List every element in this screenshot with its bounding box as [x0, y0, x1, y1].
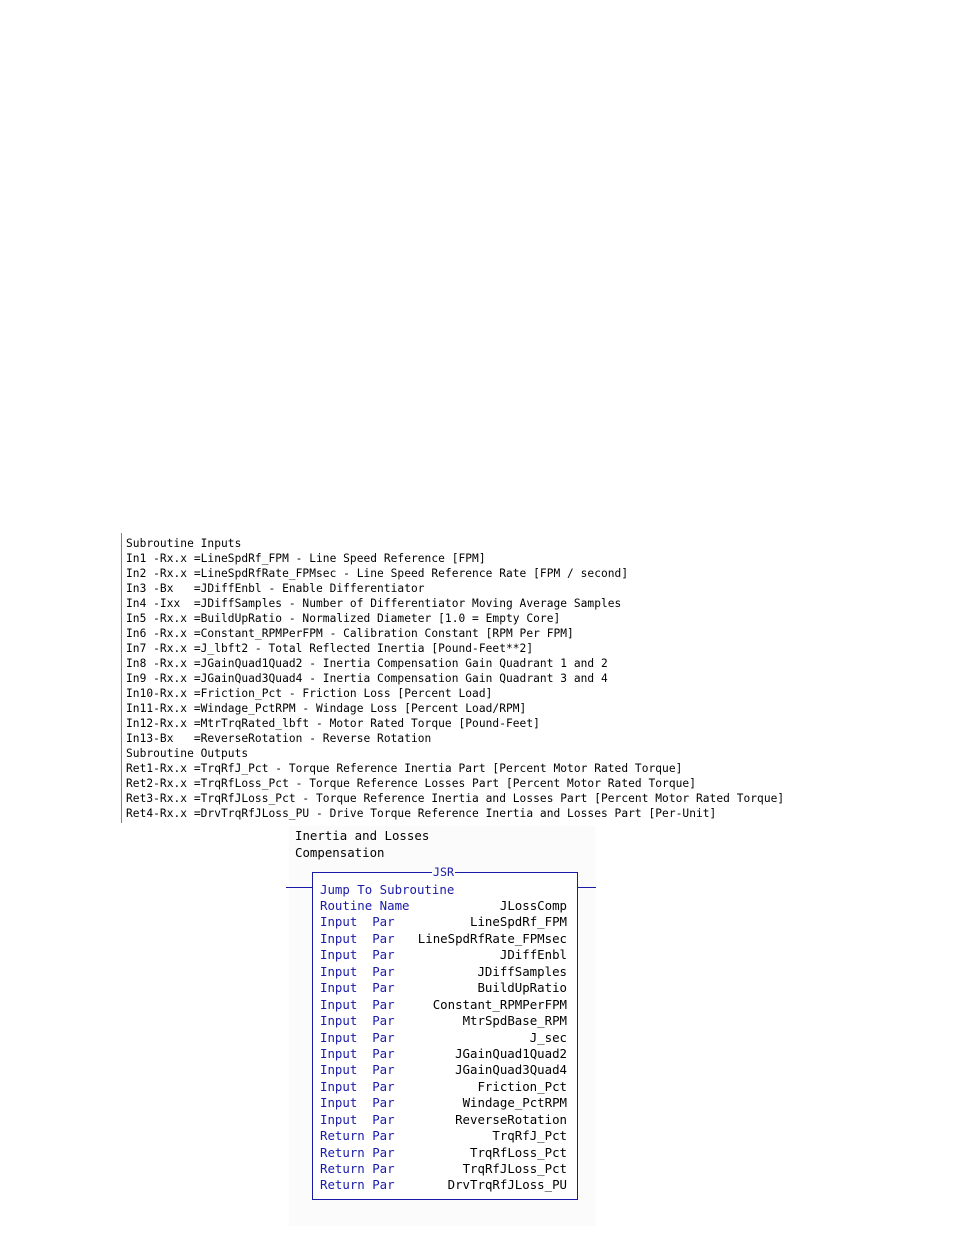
jsr-input-par-row[interactable]	[320, 1013, 567, 1029]
comment-line: Ret1-Rx.x =TrqRfJ_Pct - Torque Reference Inertia Part [Percent Motor Rated Torque]	[126, 762, 683, 775]
comment-line: In11-Rx.x =Windage_PctRPM - Windage Loss [Percent Load/RPM]	[126, 702, 527, 715]
comment-line: Subroutine Inputs	[126, 537, 242, 550]
rung-wire-left	[286, 887, 312, 888]
jsr-row-label: Input Par	[320, 980, 395, 996]
jsr-row-value[interactable]: TrqRfLoss_Pct	[470, 1144, 567, 1160]
comment-line: In13-Bx =ReverseRotation - Reverse Rotation	[126, 732, 432, 745]
jsr-row-label: Input Par	[320, 930, 395, 946]
jsr-row-label: Input Par	[320, 1045, 395, 1061]
jsr-row-label: Return Par	[320, 1177, 395, 1193]
jsr-row-value[interactable]: TrqRfJLoss_Pct	[462, 1161, 567, 1176]
jsr-row-value[interactable]: JDiffSamples	[477, 963, 567, 979]
jsr-row-value[interactable]: JDiffEnbl	[499, 947, 567, 963]
jsr-row-label: Input Par	[320, 1013, 395, 1029]
comment-line: In5 -Rx.x =BuildUpRatio - Normalized Diameter [1.0 = Empty Core]	[126, 612, 561, 625]
jsr-return-par-row[interactable]	[320, 1128, 567, 1144]
jsr-row-label: Input Par	[320, 963, 395, 979]
comment-line: Subroutine Outputs	[126, 747, 249, 760]
jsr-row-value[interactable]: LineSpdRfRate_FPMsec	[417, 930, 567, 946]
comment-line: Ret4-Rx.x =DrvTrqRfJLoss_PU - Drive Torque Reference Inertia and Losses Part [Per-Unit]	[126, 807, 717, 820]
rung-description-line: Compensation	[295, 844, 385, 860]
jsr-return-par-row[interactable]	[320, 1161, 567, 1177]
comment-line: In6 -Rx.x =Constant_RPMPerFPM - Calibration Constant [RPM Per FPM]	[126, 627, 574, 640]
jsr-input-par-row[interactable]	[320, 964, 567, 980]
jsr-input-par-row[interactable]	[320, 980, 567, 996]
jsr-row-label: Input Par	[320, 1062, 395, 1078]
rung-description-line: Inertia and Losses	[295, 828, 430, 843]
jsr-mnemonic: JSR	[433, 865, 454, 879]
jsr-row-label: Return Par	[320, 1161, 395, 1176]
jsr-input-par-row[interactable]	[320, 1030, 567, 1046]
jsr-routine-name-row[interactable]	[320, 898, 567, 914]
jsr-row-label: Routine Name	[320, 898, 410, 913]
jsr-row-value[interactable]: ReverseRotation	[455, 1111, 567, 1127]
rung-comment	[121, 533, 859, 823]
jsr-input-par-row[interactable]	[320, 1095, 567, 1111]
jsr-return-par-row[interactable]	[320, 1145, 567, 1161]
comment-line: Ret2-Rx.x =TrqRfLoss_Pct - Torque Reference Losses Part [Percent Motor Rated Torque]	[126, 777, 696, 790]
jsr-row-value[interactable]: JGainQuad3Quad4	[455, 1062, 567, 1078]
jsr-row-label: Input Par	[320, 1111, 395, 1127]
jsr-row-value[interactable]: Friction_Pct	[477, 1078, 567, 1094]
jsr-row-value[interactable]: BuildUpRatio	[477, 980, 567, 996]
jsr-row-label: Input Par	[320, 1029, 395, 1045]
comment-line: In4 -Ixx =JDiffSamples - Number of Differentiator Moving Average Samples	[126, 597, 622, 610]
jsr-row-label: Input Par	[320, 1095, 395, 1111]
rung-wire-right	[578, 887, 596, 888]
jsr-row-value[interactable]: JLossComp	[499, 898, 567, 913]
jsr-row-label: Input Par	[320, 914, 395, 930]
comment-line: In2 -Rx.x =LineSpdRfRate_FPMsec - Line Speed Reference Rate [FPM / second]	[126, 567, 629, 580]
jsr-input-par-row[interactable]	[320, 1079, 567, 1095]
comment-line: In3 -Bx =JDiffEnbl - Enable Differentiator	[126, 582, 425, 595]
jsr-input-par-row[interactable]	[320, 997, 567, 1013]
jsr-input-par-row[interactable]	[320, 1112, 567, 1128]
comment-line: In7 -Rx.x =J_lbft2 - Total Reflected Inertia [Pound-Feet**2]	[126, 642, 534, 655]
jsr-row-value[interactable]: MtrSpdBase_RPM	[462, 1013, 567, 1029]
jsr-input-par-row[interactable]	[320, 914, 567, 930]
jsr-row-value[interactable]: LineSpdRf_FPM	[470, 914, 567, 930]
jsr-input-par-row[interactable]	[320, 947, 567, 963]
jsr-input-par-row[interactable]	[320, 931, 567, 947]
jsr-row-value[interactable]: J_sec	[529, 1029, 567, 1045]
jsr-return-par-row[interactable]	[320, 1177, 567, 1193]
jsr-input-par-row[interactable]	[320, 1046, 567, 1062]
jsr-row-label: Return Par	[320, 1144, 395, 1160]
jsr-parameter-list	[320, 898, 567, 1194]
jsr-title: Jump To Subroutine	[320, 882, 455, 897]
comment-line: In8 -Rx.x =JGainQuad1Quad2 - Inertia Compensation Gain Quadrant 1 and 2	[126, 657, 608, 670]
jsr-row-label: Input Par	[320, 996, 395, 1012]
jsr-row-label: Input Par	[320, 1078, 395, 1094]
jsr-row-label: Input Par	[320, 947, 395, 963]
jsr-row-value[interactable]: TrqRfJ_Pct	[492, 1128, 567, 1144]
comment-line: In12-Rx.x =MtrTrqRated_lbft - Motor Rated Torque [Pound-Feet]	[126, 717, 540, 730]
jsr-instruction[interactable]	[312, 865, 578, 1200]
jsr-input-par-row[interactable]	[320, 1062, 567, 1078]
jsr-row-value[interactable]: Constant_RPMPerFPM	[432, 996, 567, 1012]
comment-line: In1 -Rx.x =LineSpdRf_FPM - Line Speed Reference [FPM]	[126, 552, 486, 565]
jsr-row-value[interactable]: DrvTrqRfJLoss_PU	[447, 1177, 567, 1193]
jsr-row-label: Return Par	[320, 1128, 395, 1144]
comment-line: In10-Rx.x =Friction_Pct - Friction Loss [Percent Load]	[126, 687, 493, 700]
comment-line: Ret3-Rx.x =TrqRfJLoss_Pct - Torque Reference Inertia and Losses Part [Percent Motor Rated Torque]	[126, 792, 785, 805]
jsr-row-value[interactable]: Windage_PctRPM	[462, 1095, 567, 1111]
rung-description	[295, 828, 429, 861]
jsr-row-value[interactable]: JGainQuad1Quad2	[455, 1045, 567, 1061]
comment-line: In9 -Rx.x =JGainQuad3Quad4 - Inertia Compensation Gain Quadrant 3 and 4	[126, 672, 608, 685]
